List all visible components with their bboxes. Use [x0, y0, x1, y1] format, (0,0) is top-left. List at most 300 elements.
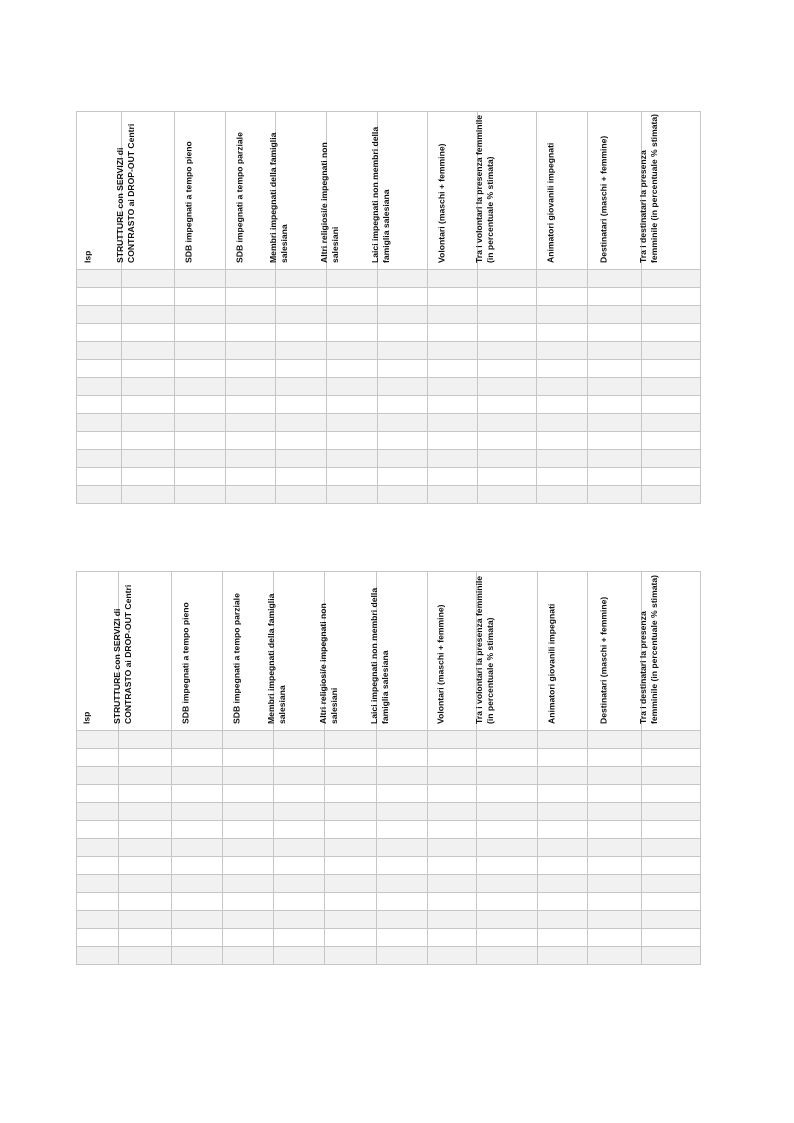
- table-cell[interactable]: [537, 414, 588, 432]
- table-cell[interactable]: [226, 288, 276, 306]
- table-cell[interactable]: [377, 911, 428, 929]
- table-cell[interactable]: [478, 450, 537, 468]
- table-cell[interactable]: [119, 947, 172, 965]
- table-cell[interactable]: [377, 785, 428, 803]
- table-cell[interactable]: [175, 306, 226, 324]
- table-cell[interactable]: [223, 911, 274, 929]
- table-cell[interactable]: [478, 342, 537, 360]
- table-cell[interactable]: [175, 468, 226, 486]
- table-cell[interactable]: [478, 324, 537, 342]
- table-cell[interactable]: [327, 324, 378, 342]
- table-cell[interactable]: [642, 486, 701, 504]
- table-cell[interactable]: [588, 288, 642, 306]
- table-cell[interactable]: [122, 396, 175, 414]
- table-cell[interactable]: [377, 749, 428, 767]
- table-cell[interactable]: [175, 270, 226, 288]
- table-cell[interactable]: [428, 324, 478, 342]
- table-cell[interactable]: [428, 360, 478, 378]
- table-cell[interactable]: [274, 839, 325, 857]
- table-cell[interactable]: [276, 468, 327, 486]
- table-cell[interactable]: [172, 731, 223, 749]
- table-cell[interactable]: [642, 767, 701, 785]
- table-cell[interactable]: [276, 432, 327, 450]
- table-cell[interactable]: [274, 929, 325, 947]
- table-cell[interactable]: [122, 414, 175, 432]
- table-cell[interactable]: [77, 767, 119, 785]
- table-cell[interactable]: [477, 803, 538, 821]
- table-cell[interactable]: [77, 306, 122, 324]
- table-cell[interactable]: [428, 731, 477, 749]
- table-cell[interactable]: [478, 360, 537, 378]
- table-cell[interactable]: [428, 450, 478, 468]
- table-cell[interactable]: [274, 821, 325, 839]
- table-cell[interactable]: [77, 749, 119, 767]
- table-cell[interactable]: [325, 893, 377, 911]
- table-cell[interactable]: [378, 450, 428, 468]
- table-cell[interactable]: [642, 929, 701, 947]
- table-cell[interactable]: [327, 432, 378, 450]
- table-cell[interactable]: [77, 839, 119, 857]
- table-cell[interactable]: [588, 767, 642, 785]
- table-cell[interactable]: [428, 767, 477, 785]
- table-cell[interactable]: [428, 803, 477, 821]
- table-cell[interactable]: [478, 486, 537, 504]
- table-cell[interactable]: [588, 875, 642, 893]
- table-cell[interactable]: [642, 749, 701, 767]
- table-cell[interactable]: [274, 875, 325, 893]
- table-cell[interactable]: [428, 396, 478, 414]
- table-cell[interactable]: [477, 767, 538, 785]
- table-cell[interactable]: [537, 270, 588, 288]
- table-cell[interactable]: [274, 947, 325, 965]
- table-cell[interactable]: [327, 378, 378, 396]
- table-cell[interactable]: [478, 396, 537, 414]
- table-cell[interactable]: [642, 731, 701, 749]
- table-cell[interactable]: [378, 360, 428, 378]
- table-cell[interactable]: [77, 785, 119, 803]
- table-cell[interactable]: [477, 731, 538, 749]
- table-cell[interactable]: [223, 785, 274, 803]
- table-cell[interactable]: [588, 306, 642, 324]
- table-cell[interactable]: [588, 929, 642, 947]
- table-cell[interactable]: [226, 396, 276, 414]
- table-cell[interactable]: [276, 414, 327, 432]
- table-cell[interactable]: [226, 270, 276, 288]
- table-cell[interactable]: [642, 414, 701, 432]
- table-cell[interactable]: [537, 360, 588, 378]
- table-cell[interactable]: [477, 821, 538, 839]
- table-cell[interactable]: [327, 342, 378, 360]
- table-cell[interactable]: [276, 378, 327, 396]
- table-cell[interactable]: [428, 893, 477, 911]
- table-cell[interactable]: [642, 875, 701, 893]
- table-cell[interactable]: [538, 731, 588, 749]
- table-cell[interactable]: [538, 893, 588, 911]
- table-cell[interactable]: [226, 486, 276, 504]
- table-cell[interactable]: [119, 893, 172, 911]
- table-cell[interactable]: [378, 342, 428, 360]
- table-cell[interactable]: [538, 785, 588, 803]
- table-cell[interactable]: [642, 432, 701, 450]
- table-cell[interactable]: [537, 378, 588, 396]
- table-cell[interactable]: [642, 785, 701, 803]
- table-cell[interactable]: [276, 486, 327, 504]
- table-cell[interactable]: [538, 857, 588, 875]
- table-cell[interactable]: [119, 857, 172, 875]
- table-cell[interactable]: [325, 839, 377, 857]
- table-cell[interactable]: [588, 947, 642, 965]
- table-cell[interactable]: [172, 857, 223, 875]
- table-cell[interactable]: [327, 414, 378, 432]
- table-cell[interactable]: [378, 396, 428, 414]
- table-cell[interactable]: [122, 432, 175, 450]
- table-cell[interactable]: [588, 749, 642, 767]
- table-cell[interactable]: [477, 893, 538, 911]
- table-cell[interactable]: [477, 947, 538, 965]
- table-cell[interactable]: [377, 875, 428, 893]
- table-cell[interactable]: [588, 414, 642, 432]
- table-cell[interactable]: [175, 360, 226, 378]
- table-cell[interactable]: [477, 875, 538, 893]
- table-cell[interactable]: [477, 857, 538, 875]
- table-cell[interactable]: [538, 947, 588, 965]
- table-cell[interactable]: [642, 821, 701, 839]
- table-cell[interactable]: [478, 468, 537, 486]
- table-cell[interactable]: [642, 270, 701, 288]
- table-cell[interactable]: [478, 432, 537, 450]
- table-cell[interactable]: [428, 749, 477, 767]
- table-cell[interactable]: [77, 929, 119, 947]
- table-cell[interactable]: [538, 911, 588, 929]
- table-cell[interactable]: [172, 929, 223, 947]
- table-cell[interactable]: [378, 270, 428, 288]
- table-cell[interactable]: [77, 414, 122, 432]
- table-cell[interactable]: [642, 450, 701, 468]
- table-cell[interactable]: [477, 785, 538, 803]
- table-cell[interactable]: [325, 821, 377, 839]
- table-cell[interactable]: [588, 839, 642, 857]
- table-cell[interactable]: [538, 929, 588, 947]
- table-cell[interactable]: [537, 288, 588, 306]
- table-cell[interactable]: [77, 947, 119, 965]
- table-cell[interactable]: [77, 360, 122, 378]
- table-cell[interactable]: [223, 731, 274, 749]
- table-cell[interactable]: [478, 378, 537, 396]
- table-cell[interactable]: [77, 857, 119, 875]
- table-cell[interactable]: [223, 893, 274, 911]
- table-cell[interactable]: [477, 911, 538, 929]
- table-cell[interactable]: [274, 893, 325, 911]
- table-cell[interactable]: [226, 432, 276, 450]
- table-cell[interactable]: [642, 839, 701, 857]
- table-cell[interactable]: [327, 396, 378, 414]
- table-cell[interactable]: [378, 288, 428, 306]
- table-cell[interactable]: [642, 396, 701, 414]
- table-cell[interactable]: [172, 803, 223, 821]
- table-cell[interactable]: [122, 378, 175, 396]
- table-cell[interactable]: [276, 288, 327, 306]
- table-cell[interactable]: [325, 929, 377, 947]
- table-cell[interactable]: [477, 839, 538, 857]
- table-cell[interactable]: [276, 306, 327, 324]
- table-cell[interactable]: [428, 414, 478, 432]
- table-cell[interactable]: [122, 342, 175, 360]
- table-cell[interactable]: [223, 839, 274, 857]
- table-cell[interactable]: [77, 731, 119, 749]
- table-cell[interactable]: [377, 947, 428, 965]
- table-cell[interactable]: [428, 929, 477, 947]
- table-cell[interactable]: [588, 450, 642, 468]
- table-cell[interactable]: [588, 342, 642, 360]
- table-cell[interactable]: [175, 324, 226, 342]
- table-cell[interactable]: [588, 270, 642, 288]
- table-cell[interactable]: [478, 414, 537, 432]
- table-cell[interactable]: [77, 911, 119, 929]
- table-cell[interactable]: [588, 911, 642, 929]
- table-cell[interactable]: [378, 324, 428, 342]
- table-cell[interactable]: [77, 821, 119, 839]
- table-cell[interactable]: [327, 360, 378, 378]
- table-cell[interactable]: [77, 378, 122, 396]
- table-cell[interactable]: [588, 857, 642, 875]
- table-cell[interactable]: [223, 767, 274, 785]
- table-cell[interactable]: [226, 324, 276, 342]
- table-cell[interactable]: [477, 749, 538, 767]
- table-cell[interactable]: [172, 767, 223, 785]
- table-cell[interactable]: [428, 486, 478, 504]
- table-cell[interactable]: [428, 857, 477, 875]
- table-cell[interactable]: [325, 857, 377, 875]
- table-cell[interactable]: [172, 749, 223, 767]
- table-cell[interactable]: [642, 378, 701, 396]
- table-cell[interactable]: [119, 821, 172, 839]
- table-cell[interactable]: [325, 803, 377, 821]
- table-cell[interactable]: [327, 486, 378, 504]
- table-cell[interactable]: [538, 803, 588, 821]
- table-cell[interactable]: [325, 875, 377, 893]
- table-cell[interactable]: [428, 342, 478, 360]
- table-cell[interactable]: [77, 450, 122, 468]
- table-cell[interactable]: [327, 288, 378, 306]
- table-cell[interactable]: [276, 270, 327, 288]
- table-cell[interactable]: [537, 306, 588, 324]
- table-cell[interactable]: [172, 875, 223, 893]
- table-cell[interactable]: [172, 947, 223, 965]
- table-cell[interactable]: [175, 432, 226, 450]
- table-cell[interactable]: [428, 306, 478, 324]
- table-cell[interactable]: [478, 288, 537, 306]
- table-cell[interactable]: [325, 785, 377, 803]
- table-cell[interactable]: [378, 432, 428, 450]
- table-cell[interactable]: [588, 360, 642, 378]
- table-cell[interactable]: [223, 929, 274, 947]
- table-cell[interactable]: [122, 486, 175, 504]
- table-cell[interactable]: [428, 468, 478, 486]
- table-cell[interactable]: [377, 857, 428, 875]
- table-cell[interactable]: [428, 821, 477, 839]
- table-cell[interactable]: [428, 270, 478, 288]
- table-cell[interactable]: [327, 270, 378, 288]
- table-cell[interactable]: [428, 432, 478, 450]
- table-cell[interactable]: [122, 468, 175, 486]
- table-cell[interactable]: [122, 288, 175, 306]
- table-cell[interactable]: [274, 857, 325, 875]
- table-cell[interactable]: [226, 450, 276, 468]
- table-cell[interactable]: [274, 911, 325, 929]
- table-cell[interactable]: [537, 468, 588, 486]
- table-cell[interactable]: [377, 893, 428, 911]
- table-cell[interactable]: [175, 414, 226, 432]
- table-cell[interactable]: [119, 731, 172, 749]
- table-cell[interactable]: [276, 360, 327, 378]
- table-cell[interactable]: [77, 288, 122, 306]
- table-cell[interactable]: [276, 324, 327, 342]
- table-cell[interactable]: [172, 893, 223, 911]
- table-cell[interactable]: [377, 839, 428, 857]
- table-cell[interactable]: [378, 378, 428, 396]
- table-cell[interactable]: [77, 486, 122, 504]
- table-cell[interactable]: [377, 731, 428, 749]
- table-cell[interactable]: [172, 821, 223, 839]
- table-cell[interactable]: [77, 803, 119, 821]
- table-cell[interactable]: [175, 396, 226, 414]
- table-cell[interactable]: [428, 875, 477, 893]
- table-cell[interactable]: [588, 378, 642, 396]
- table-cell[interactable]: [642, 288, 701, 306]
- table-cell[interactable]: [119, 767, 172, 785]
- table-cell[interactable]: [172, 839, 223, 857]
- table-cell[interactable]: [478, 306, 537, 324]
- table-cell[interactable]: [119, 749, 172, 767]
- table-cell[interactable]: [77, 468, 122, 486]
- table-cell[interactable]: [226, 468, 276, 486]
- table-cell[interactable]: [119, 785, 172, 803]
- table-cell[interactable]: [276, 450, 327, 468]
- table-cell[interactable]: [588, 486, 642, 504]
- table-cell[interactable]: [428, 288, 478, 306]
- table-cell[interactable]: [223, 857, 274, 875]
- table-cell[interactable]: [122, 450, 175, 468]
- table-cell[interactable]: [588, 821, 642, 839]
- table-cell[interactable]: [325, 947, 377, 965]
- table-cell[interactable]: [642, 324, 701, 342]
- table-cell[interactable]: [477, 929, 538, 947]
- table-cell[interactable]: [327, 468, 378, 486]
- table-cell[interactable]: [378, 306, 428, 324]
- table-cell[interactable]: [588, 432, 642, 450]
- table-cell[interactable]: [538, 821, 588, 839]
- table-cell[interactable]: [223, 803, 274, 821]
- table-cell[interactable]: [428, 839, 477, 857]
- table-cell[interactable]: [226, 342, 276, 360]
- table-cell[interactable]: [377, 929, 428, 947]
- table-cell[interactable]: [77, 875, 119, 893]
- table-cell[interactable]: [276, 342, 327, 360]
- table-cell[interactable]: [325, 911, 377, 929]
- table-cell[interactable]: [588, 731, 642, 749]
- table-cell[interactable]: [642, 306, 701, 324]
- table-cell[interactable]: [223, 875, 274, 893]
- table-cell[interactable]: [537, 396, 588, 414]
- table-cell[interactable]: [172, 785, 223, 803]
- table-cell[interactable]: [588, 785, 642, 803]
- table-cell[interactable]: [122, 306, 175, 324]
- table-cell[interactable]: [223, 821, 274, 839]
- table-cell[interactable]: [77, 432, 122, 450]
- table-cell[interactable]: [588, 396, 642, 414]
- table-cell[interactable]: [428, 911, 477, 929]
- table-cell[interactable]: [642, 911, 701, 929]
- table-cell[interactable]: [642, 360, 701, 378]
- table-cell[interactable]: [538, 767, 588, 785]
- table-cell[interactable]: [428, 785, 477, 803]
- table-cell[interactable]: [274, 803, 325, 821]
- table-cell[interactable]: [122, 270, 175, 288]
- table-cell[interactable]: [223, 749, 274, 767]
- table-cell[interactable]: [77, 324, 122, 342]
- table-cell[interactable]: [175, 342, 226, 360]
- table-cell[interactable]: [588, 803, 642, 821]
- table-cell[interactable]: [172, 911, 223, 929]
- table-cell[interactable]: [377, 803, 428, 821]
- table-cell[interactable]: [538, 749, 588, 767]
- table-cell[interactable]: [119, 875, 172, 893]
- table-cell[interactable]: [175, 288, 226, 306]
- table-cell[interactable]: [538, 839, 588, 857]
- table-cell[interactable]: [538, 875, 588, 893]
- table-cell[interactable]: [119, 803, 172, 821]
- table-cell[interactable]: [327, 306, 378, 324]
- table-cell[interactable]: [276, 396, 327, 414]
- table-cell[interactable]: [77, 396, 122, 414]
- table-cell[interactable]: [226, 414, 276, 432]
- table-cell[interactable]: [77, 270, 122, 288]
- table-cell[interactable]: [537, 486, 588, 504]
- table-cell[interactable]: [274, 749, 325, 767]
- table-cell[interactable]: [226, 360, 276, 378]
- table-cell[interactable]: [77, 893, 119, 911]
- table-cell[interactable]: [478, 270, 537, 288]
- table-cell[interactable]: [122, 360, 175, 378]
- table-cell[interactable]: [378, 468, 428, 486]
- table-cell[interactable]: [428, 947, 477, 965]
- table-cell[interactable]: [378, 414, 428, 432]
- table-cell[interactable]: [377, 767, 428, 785]
- table-cell[interactable]: [274, 731, 325, 749]
- table-cell[interactable]: [642, 803, 701, 821]
- table-cell[interactable]: [175, 378, 226, 396]
- table-cell[interactable]: [642, 342, 701, 360]
- table-cell[interactable]: [642, 468, 701, 486]
- table-cell[interactable]: [325, 767, 377, 785]
- table-cell[interactable]: [175, 450, 226, 468]
- table-cell[interactable]: [537, 324, 588, 342]
- table-cell[interactable]: [226, 378, 276, 396]
- table-cell[interactable]: [325, 731, 377, 749]
- table-cell[interactable]: [122, 324, 175, 342]
- table-cell[interactable]: [588, 893, 642, 911]
- table-cell[interactable]: [642, 857, 701, 875]
- table-cell[interactable]: [537, 342, 588, 360]
- table-cell[interactable]: [642, 893, 701, 911]
- table-cell[interactable]: [642, 947, 701, 965]
- table-cell[interactable]: [537, 450, 588, 468]
- table-cell[interactable]: [274, 767, 325, 785]
- table-cell[interactable]: [77, 342, 122, 360]
- table-cell[interactable]: [588, 324, 642, 342]
- table-cell[interactable]: [377, 821, 428, 839]
- table-cell[interactable]: [119, 911, 172, 929]
